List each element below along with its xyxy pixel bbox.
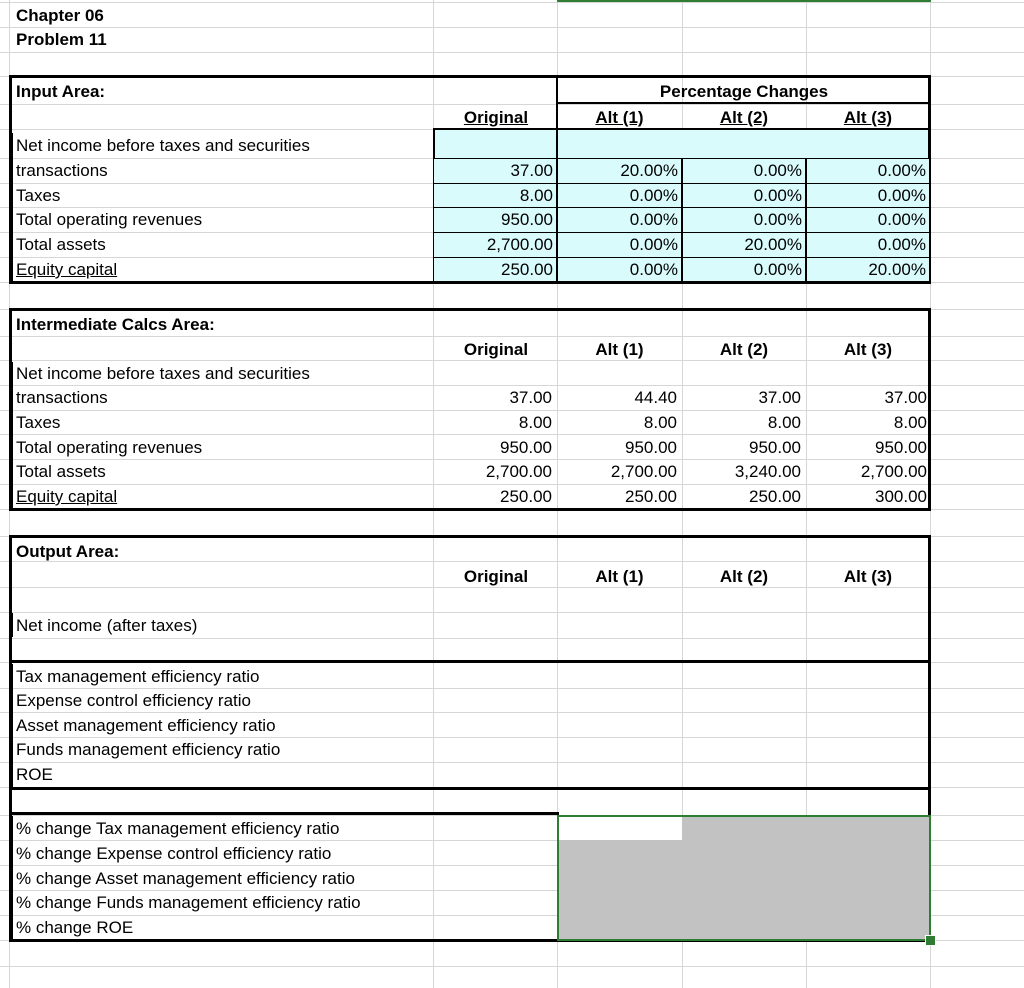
calc-cell[interactable]: 2,700.00 bbox=[860, 462, 927, 481]
calc-cell[interactable]: 300.00 bbox=[875, 487, 927, 506]
ratio-label-expense: Expense control efficiency ratio bbox=[16, 691, 251, 710]
input-cell[interactable]: 0.00% bbox=[682, 207, 806, 233]
input-cell[interactable]: 0.00% bbox=[806, 232, 930, 258]
output-label-net-income: Net income (after taxes) bbox=[16, 616, 198, 635]
calc-col-alt1: Alt (1) bbox=[595, 340, 644, 359]
input-cell[interactable]: 0.00% bbox=[557, 232, 682, 258]
fill-handle[interactable] bbox=[925, 935, 936, 946]
input-cell[interactable]: 37.00 bbox=[433, 158, 557, 184]
ratio-label-asset: Asset management efficiency ratio bbox=[16, 716, 276, 735]
input-label-equity: Equity capital bbox=[16, 260, 118, 279]
input-cell[interactable]: 2,700.00 bbox=[433, 232, 557, 258]
calc-cell[interactable]: 44.40 bbox=[634, 388, 677, 407]
calc-cell[interactable]: 37.00 bbox=[884, 388, 927, 407]
calc-cell[interactable]: 2,700.00 bbox=[485, 462, 552, 481]
calc-label-taxes: Taxes bbox=[16, 413, 61, 432]
input-col-alt1: Alt (1) bbox=[595, 108, 644, 127]
input-cell[interactable]: 0.00% bbox=[806, 158, 930, 184]
input-cell[interactable]: 0.00% bbox=[557, 257, 682, 282]
ratio-label-roe: ROE bbox=[16, 765, 53, 784]
calc-cell[interactable]: 950.00 bbox=[875, 438, 927, 457]
calc-col-alt2: Alt (2) bbox=[719, 340, 769, 359]
calc-cell[interactable]: 37.00 bbox=[509, 388, 552, 407]
input-cell[interactable]: 950.00 bbox=[433, 207, 557, 233]
input-cell[interactable]: 0.00% bbox=[682, 183, 806, 208]
pct-label-expense: % change Expense control efficiency ratio bbox=[16, 844, 332, 863]
input-cell[interactable]: 0.00% bbox=[682, 257, 806, 282]
output-col-alt3: Alt (3) bbox=[843, 567, 893, 586]
input-area-label: Input Area: bbox=[16, 82, 106, 101]
pct-label-asset: % change Asset management efficiency ratio bbox=[16, 869, 355, 888]
ratio-label-funds: Funds management efficiency ratio bbox=[16, 740, 281, 759]
ratio-label-tax: Tax management efficiency ratio bbox=[16, 667, 260, 686]
pct-label-funds: % change Funds management efficiency ratio bbox=[16, 893, 361, 912]
calc-cell[interactable]: 8.00 bbox=[643, 413, 677, 432]
input-col-original: Original bbox=[463, 108, 529, 127]
calc-cell[interactable]: 8.00 bbox=[518, 413, 552, 432]
calc-label-assets: Total assets bbox=[16, 462, 106, 481]
chapter-title: Chapter 06 bbox=[16, 6, 104, 25]
input-cell[interactable]: 0.00% bbox=[557, 183, 682, 208]
selection-top-edge bbox=[557, 0, 931, 2]
problem-title: Problem 11 bbox=[16, 30, 107, 49]
calc-cell[interactable]: 950.00 bbox=[625, 438, 677, 457]
input-label-revenues: Total operating revenues bbox=[16, 210, 203, 229]
selection-border bbox=[557, 815, 931, 941]
calc-cell[interactable]: 250.00 bbox=[625, 487, 677, 506]
pct-label-roe: % change ROE bbox=[16, 918, 134, 937]
input-cell[interactable]: 8.00 bbox=[433, 183, 557, 208]
input-cell[interactable]: 0.00% bbox=[557, 207, 682, 233]
input-cell[interactable]: 0.00% bbox=[806, 183, 930, 208]
calc-label-equity: Equity capital bbox=[16, 487, 118, 506]
input-label-assets: Total assets bbox=[16, 235, 106, 254]
input-cell[interactable]: 20.00% bbox=[682, 232, 806, 258]
input-col-alt3: Alt (3) bbox=[843, 108, 893, 127]
calc-label-revenues: Total operating revenues bbox=[16, 438, 203, 457]
input-label-net-income-2: transactions bbox=[16, 161, 108, 180]
output-col-alt2: Alt (2) bbox=[719, 567, 769, 586]
calc-cell[interactable]: 250.00 bbox=[500, 487, 552, 506]
calc-label-net-income-1: Net income before taxes and securities bbox=[16, 364, 310, 383]
calc-cell[interactable]: 250.00 bbox=[749, 487, 801, 506]
input-cell[interactable]: 0.00% bbox=[806, 207, 930, 233]
pct-label-tax: % change Tax management efficiency ratio bbox=[16, 819, 340, 838]
calc-cell[interactable]: 2,700.00 bbox=[610, 462, 677, 481]
input-label-net-income-1: Net income before taxes and securities bbox=[16, 136, 310, 155]
input-cell[interactable]: 20.00% bbox=[557, 158, 682, 184]
intermediate-area-label: Intermediate Calcs Area: bbox=[16, 315, 215, 334]
calc-cell[interactable]: 3,240.00 bbox=[734, 462, 801, 481]
calc-col-original: Original bbox=[463, 340, 529, 359]
calc-cell[interactable]: 37.00 bbox=[758, 388, 801, 407]
input-cell[interactable]: 20.00% bbox=[806, 257, 930, 282]
calc-label-net-income-2: transactions bbox=[16, 388, 108, 407]
input-cell[interactable]: 250.00 bbox=[433, 257, 557, 282]
calc-cell[interactable]: 8.00 bbox=[893, 413, 927, 432]
calc-cell[interactable]: 8.00 bbox=[767, 413, 801, 432]
output-col-original: Original bbox=[463, 567, 529, 586]
calc-cell[interactable]: 950.00 bbox=[500, 438, 552, 457]
output-area-label: Output Area: bbox=[16, 542, 120, 561]
input-label-taxes: Taxes bbox=[16, 186, 61, 205]
input-col-alt2: Alt (2) bbox=[719, 108, 769, 127]
calc-cell[interactable]: 950.00 bbox=[749, 438, 801, 457]
calc-col-alt3: Alt (3) bbox=[843, 340, 893, 359]
percentage-changes-header: Percentage Changes bbox=[659, 82, 829, 101]
output-col-alt1: Alt (1) bbox=[595, 567, 644, 586]
input-cell[interactable]: 0.00% bbox=[682, 158, 806, 184]
